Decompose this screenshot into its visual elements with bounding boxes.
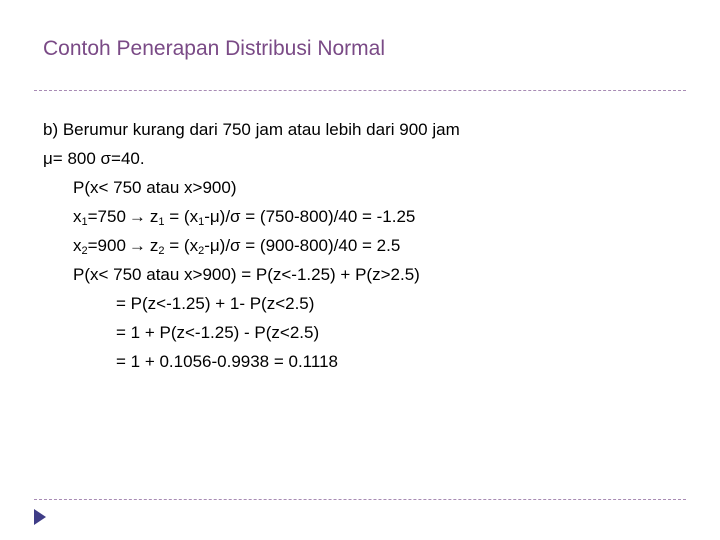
derivation-step-2: = 1 + P(z<-1.25) - P(z<2.5) — [116, 323, 320, 342]
var-z: z — [149, 236, 159, 255]
formula-part: = (x — [164, 236, 199, 255]
var-z: z — [149, 207, 159, 226]
subscript: 1 — [81, 216, 88, 228]
final-result: = 1 + 0.1056-0.9938 = 0.1118 — [116, 352, 338, 371]
formula-result: -μ)/σ = (750-800)/40 = -1.25 — [204, 207, 416, 226]
value: =900 — [87, 236, 126, 255]
subscript: 2 — [198, 245, 205, 257]
parameters-line: μ= 800 σ=40. — [43, 149, 145, 168]
probability-expression: P(x< 750 atau x>900) — [73, 178, 237, 197]
z1-calculation — [43, 202, 460, 231]
divider-top — [34, 90, 686, 91]
slide-body — [43, 115, 460, 376]
subscript: 1 — [198, 216, 205, 228]
derivation-step-1: = P(z<-1.25) + 1- P(z<2.5) — [116, 294, 315, 313]
divider-bottom — [34, 499, 686, 500]
subscript: 1 — [158, 216, 165, 228]
subscript: 2 — [81, 245, 88, 257]
var-x: x — [73, 236, 82, 255]
problem-statement: b) Berumur kurang dari 750 jam atau lebih dari 900 jam — [43, 120, 460, 139]
arrow-right-icon: → — [128, 236, 146, 255]
value: =750 — [87, 207, 126, 226]
subscript: 2 — [158, 245, 165, 257]
var-x: x — [73, 207, 82, 226]
arrow-right-icon: → — [128, 207, 146, 226]
triangle-right-icon — [34, 509, 46, 525]
formula-part: = (x — [164, 207, 199, 226]
formula-result: -μ)/σ = (900-800)/40 = 2.5 — [204, 236, 401, 255]
slide-title: Contoh Penerapan Distribusi Normal — [43, 37, 385, 60]
probability-equation: P(x< 750 atau x>900) = P(z<-1.25) + P(z>2.5) — [73, 265, 420, 284]
z2-calculation — [43, 231, 460, 260]
